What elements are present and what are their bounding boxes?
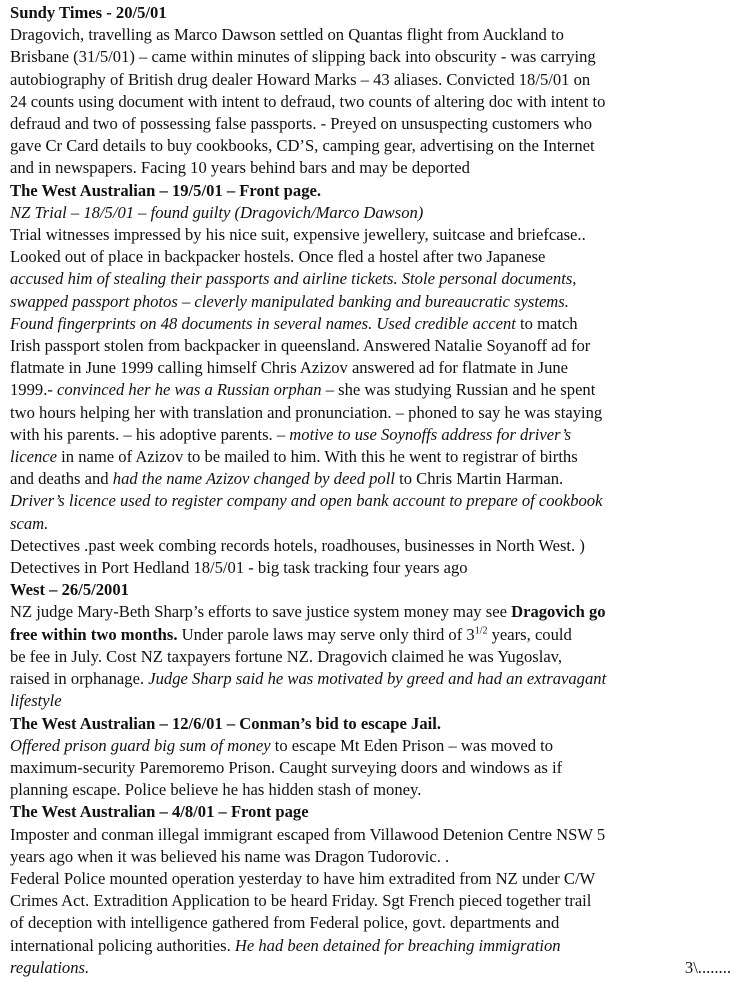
text-line: licence in name of Azizov to be mailed to him. With this he went to registrar of births — [10, 447, 578, 467]
section-heading-sundy-times: Sundy Times - 20/5/01 — [10, 3, 167, 22]
text-line: NZ Trial – 18/5/01 – found guilty (Dragovich/Marco Dawson) — [10, 202, 424, 222]
text-line: lifestyle — [10, 691, 62, 711]
page-continuation-marker: 3\........ — [684, 957, 731, 977]
text-line: NZ judge Mary-Beth Sharp’s efforts to save justice system money may see Dragovich go — [10, 602, 606, 622]
text-line: and in newspapers. Facing 10 years behind bars and may be deported — [10, 158, 470, 178]
text-line: regulations. 3\........ — [10, 957, 745, 979]
text-line: raised in orphanage. Judge Sharp said he was motivated by greed and had an extravagant — [10, 669, 607, 689]
text-line: of deception with intelligence gathered from Federal police, govt. departments and — [10, 913, 560, 933]
section-heading-west-australian-4-8: The West Australian – 4/8/01 – Front page — [10, 802, 309, 822]
text-line: flatmate in June 1999 calling himself Chris Azizov answered ad for flatmate in June — [10, 358, 569, 378]
text-line: Detectives .past week combing records hotels, roadhouses, businesses in North West. ) — [10, 535, 585, 555]
section-heading-conman-bid: The West Australian – 12/6/01 – Conman’s bid to escape Jail. — [10, 713, 442, 733]
text-line: autobiography of British drug dealer Howard Marks – 43 aliases. Convicted 18/5/01 on — [10, 69, 591, 89]
text-line: Trial witnesses impressed by his nice suit, expensive jewellery, suitcase and briefcase.. — [10, 225, 586, 245]
text-line: Dragovich, travelling as Marco Dawson settled on Quantas flight from Auckland to — [10, 25, 564, 45]
text-line: be fee in July. Cost NZ taxpayers fortune NZ. Dragovich claimed he was Yugoslav, — [10, 646, 563, 666]
text-line: scam. — [10, 513, 49, 533]
text-line: with his parents. – his adoptive parents. – motive to use Soynoffs address for driver’s — [10, 424, 572, 444]
text-line: years ago when it was believed his name was Dragon Tudorovic. . — [10, 846, 450, 866]
text-line: Irish passport stolen from backpacker in queensland. Answered Natalie Soyanoff ad for — [10, 336, 591, 356]
text-line: Brisbane (31/5/01) – came within minutes of slipping back into obscurity - was carrying — [10, 47, 596, 67]
text-line: Offered prison guard big sum of money to escape Mt Eden Prison – was moved to — [10, 735, 554, 755]
text-line: Crimes Act. Extradition Application to be heard Friday. Sgt French pieced together trail — [10, 891, 592, 911]
text-line: two hours helping her with translation and pronunciation. – phoned to say he was staying — [10, 402, 603, 422]
document-page — [10, 2, 745, 979]
text-line: Detectives in Port Hedland 18/5/01 - big task tracking four years ago — [10, 558, 468, 578]
text-line: international policing authorities. He had been detained for breaching immigration — [10, 935, 561, 955]
section-heading-west-26-5: West – 26/5/2001 — [10, 580, 129, 600]
text-line: gave Cr Card details to buy cookbooks, CD’S, camping gear, advertising on the Internet — [10, 136, 595, 156]
text-line: 24 counts using document with intent to defraud, two counts of altering doc with intent to — [10, 91, 606, 111]
text-line: Looked out of place in backpacker hostels. Once fled a hostel after two Japanese — [10, 247, 546, 267]
text-line: free within two months. Under parole laws may serve only third of $3^{1/2}$ years, could — [10, 624, 572, 644]
text-line: accused him of stealing their passports and airline tickets. Stole personal documents, — [10, 269, 577, 289]
text-line: defraud and two of possessing false passports. - Preyed on unsuspecting customers who — [10, 114, 593, 134]
text-line: 1999.- convinced her he was a Russian orphan – she was studying Russian and he spent — [10, 380, 596, 400]
text-line: Driver’s licence used to register company and open bank account to prepare of cookbook — [10, 491, 603, 511]
text-line: swapped passport photos – cleverly manipulated banking and bureaucratic systems. — [10, 291, 569, 311]
text-line: maximum-security Paremoremo Prison. Caught surveying doors and windows as if — [10, 757, 563, 777]
text-line: planning escape. Police believe he has hidden stash of money. — [10, 780, 422, 800]
text-line: and deaths and had the name Azizov changed by deed poll to Chris Martin Harman. — [10, 469, 564, 489]
section-heading-west-australian-19-5: The West Australian – 19/5/01 – Front page. — [10, 180, 322, 200]
text-line: Federal Police mounted operation yesterday to have him extradited from NZ under C/W — [10, 868, 596, 888]
text-line: Imposter and conman illegal immigrant escaped from Villawood Detenion Centre NSW 5 — [10, 824, 606, 844]
text-line: Found fingerprints on 48 documents in several names. Used credible accent to match — [10, 313, 578, 333]
